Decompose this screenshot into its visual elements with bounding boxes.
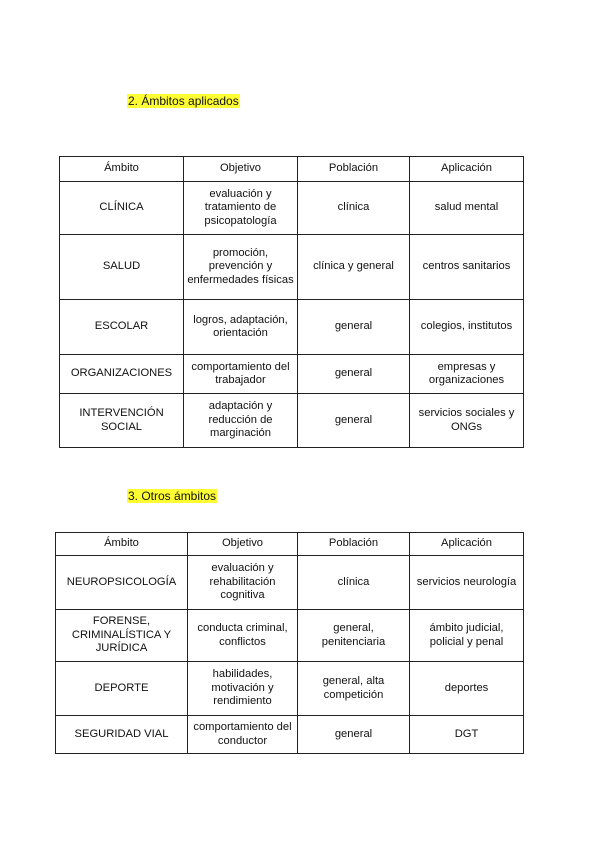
cell-objetivo: conducta criminal, conflictos (188, 610, 298, 662)
table-row (56, 662, 524, 716)
table-row (56, 556, 524, 610)
cell-aplicacion: servicios sociales y ONGs (410, 394, 524, 448)
cell-objetivo: adaptación y reducción de marginación (184, 394, 298, 448)
header-ambito: Ámbito (60, 157, 184, 182)
cell-objetivo: comportamiento del trabajador (184, 355, 298, 394)
cell-objetivo: evaluación y tratamiento de psicopatología (184, 182, 298, 235)
header-aplicacion: Aplicación (410, 157, 524, 182)
cell-ambito: SEGURIDAD VIAL (56, 716, 188, 754)
cell-ambito: NEUROPSICOLOGÍA (56, 556, 188, 610)
cell-poblacion: clínica y general (298, 235, 410, 300)
cell-poblacion: clínica (298, 556, 410, 610)
cell-poblacion: general, alta competición (298, 662, 410, 716)
table-row (60, 182, 524, 235)
cell-aplicacion: centros sanitarios (410, 235, 524, 300)
table-row (56, 610, 524, 662)
cell-objetivo: habilidades, motivación y rendimiento (188, 662, 298, 716)
cell-aplicacion: empresas y organizaciones (410, 355, 524, 394)
header-poblacion: Población (298, 157, 410, 182)
cell-aplicacion: servicios neurología (410, 556, 524, 610)
cell-ambito: ORGANIZACIONES (60, 355, 184, 394)
table-row (60, 300, 524, 355)
cell-poblacion: general (298, 355, 410, 394)
table-header-row (56, 533, 524, 556)
cell-poblacion: clínica (298, 182, 410, 235)
section-heading-otros-ambitos: 3. Otros ámbitos (128, 489, 217, 503)
table-row (56, 716, 524, 754)
cell-ambito: INTERVENCIÓN SOCIAL (60, 394, 184, 448)
table-row (60, 394, 524, 448)
section-heading-ambitos-aplicados: 2. Ámbitos aplicados (128, 94, 239, 108)
cell-poblacion: general (298, 394, 410, 448)
cell-poblacion: general (298, 716, 410, 754)
cell-ambito: SALUD (60, 235, 184, 300)
cell-ambito: DEPORTE (56, 662, 188, 716)
header-objetivo: Objetivo (188, 533, 298, 556)
header-ambito: Ámbito (56, 533, 188, 556)
cell-poblacion: general, penitenciaria (298, 610, 410, 662)
table-row (60, 355, 524, 394)
cell-poblacion: general (298, 300, 410, 355)
header-objetivo: Objetivo (184, 157, 298, 182)
cell-aplicacion: ámbito judicial, policial y penal (410, 610, 524, 662)
table-row (60, 235, 524, 300)
cell-aplicacion: colegios, institutos (410, 300, 524, 355)
table-ambitos-aplicados (59, 156, 524, 448)
cell-ambito: ESCOLAR (60, 300, 184, 355)
cell-ambito: FORENSE, CRIMINALÍSTICA Y JURÍDICA (56, 610, 188, 662)
header-aplicacion: Aplicación (410, 533, 524, 556)
cell-objetivo: comportamiento del conductor (188, 716, 298, 754)
cell-objetivo: promoción, prevención y enfermedades físicas (184, 235, 298, 300)
cell-aplicacion: salud mental (410, 182, 524, 235)
header-poblacion: Población (298, 533, 410, 556)
cell-objetivo: logros, adaptación, orientación (184, 300, 298, 355)
cell-aplicacion: DGT (410, 716, 524, 754)
cell-ambito: CLÍNICA (60, 182, 184, 235)
table-otros-ambitos (55, 532, 524, 754)
cell-aplicacion: deportes (410, 662, 524, 716)
table-header-row (60, 157, 524, 182)
cell-objetivo: evaluación y rehabilitación cognitiva (188, 556, 298, 610)
